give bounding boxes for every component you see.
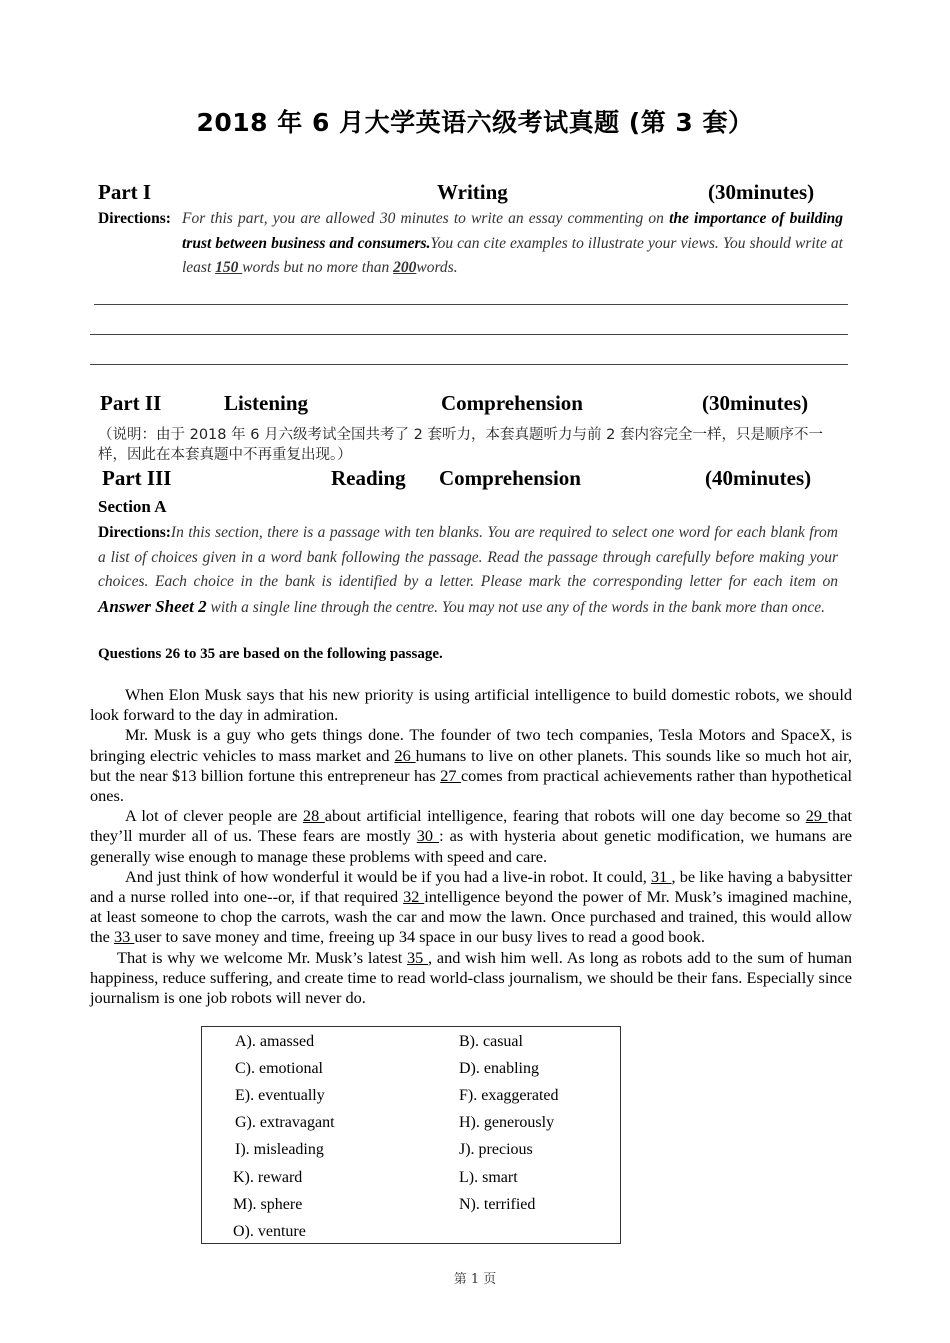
writing-line <box>94 304 848 305</box>
word-bank-item: N). terrified <box>459 1196 536 1213</box>
part2-label: Part II <box>100 391 162 415</box>
part2-name-1: Listening <box>224 391 309 415</box>
directions-text: with a single line through the centre. You may not use any of the words in the bank more than once. <box>206 598 825 616</box>
blank-27: 27 <box>440 765 461 785</box>
listening-note: （说明：由于 2018 年 6 月六级考试全国共考了 2 套听力，本套真题听力与前 2 套内容完全一样，只是顺序不一样，因此在本套真题中不再重复出现。） <box>98 427 823 463</box>
answer-sheet-label: Answer Sheet 2 <box>98 596 207 616</box>
word-bank-item: K). reward <box>233 1169 303 1186</box>
part3-name-2: Comprehension <box>439 466 581 490</box>
part2-name-2: Comprehension <box>441 391 583 415</box>
part1-time: (30minutes) <box>708 180 815 204</box>
directions-text: words but no more than <box>242 259 394 276</box>
part3-label: Part III <box>102 466 172 490</box>
directions-text: words. <box>416 259 458 276</box>
word-bank-item: H). generously <box>459 1114 555 1131</box>
blank-26: 26 <box>394 745 416 765</box>
blank-28: 28 <box>302 806 325 826</box>
part1-name: Writing <box>437 180 508 204</box>
passage <box>90 685 852 1008</box>
word-bank-item: E). eventually <box>235 1087 325 1104</box>
paragraph: That is why we welcome Mr. Musk’s latest 35 , and wish him well. As long as robots add to the sum of human happiness, reduce suffering, and create time to read world-class journalism, we should be their fans. Especially since journalism is one job robots will never do. <box>90 947 852 1008</box>
directions-text: For this part, you are allowed 30 minutes to write an essay commenting on <box>182 210 670 227</box>
word-bank-item: A). amassed <box>235 1033 315 1050</box>
section-heading: Section A <box>98 497 167 516</box>
word-bank-item: D). enabling <box>459 1060 539 1077</box>
word-bank-item: J). precious <box>459 1141 533 1158</box>
part1-label: Part I <box>98 180 152 204</box>
word-bank-item: F). exaggerated <box>459 1087 559 1104</box>
paragraph: When Elon Musk says that his new priority is using artificial intelligence to build domestic robots, we should look forward to the day in admiration. <box>90 685 852 725</box>
blank-29: 29 <box>805 806 828 826</box>
page-title: 2018 年 6 月大学英语六级考试真题 (第 3 套） <box>196 108 754 137</box>
directions-text: In this section, there is a passage with ten blanks. You are required to select one word for each blank from a list of choices given in a word bank following the passage. Read the passage through carefully before making your choices. Each choice in the bank is identified by a letter. Please mark the corresponding letter for each item on <box>98 524 838 590</box>
word-bank-item: G). extravagant <box>235 1114 335 1131</box>
blank-35: 35 <box>406 947 429 967</box>
part3-time: (40minutes) <box>705 466 812 490</box>
min-words: 150 <box>215 259 243 276</box>
writing-line <box>90 364 848 365</box>
word-bank-item: L). smart <box>459 1169 518 1186</box>
page-number: 第 1 页 <box>453 1272 497 1287</box>
paragraph: A lot of clever people are 28 about artificial intelligence, fearing that robots will one day become so 29 that they’ll murder all of us. These fears are mostly 30 : as with hysteria about genetic modification, we humans are generally wise enough to manage these problems with speed and care. <box>90 806 852 866</box>
paragraph: And just think of how wonderful it would be if you had a live-in robot. It could, 31 , be like having a babysitter and a nurse rolled into one--or, if that required 32 intelligence beyond the power of Mr. Musk’s imagined machine, at least someone to chop the carrots, wash the car and mow the lawn. Once purchased and trained, this would allow the 33 user to save money and time, freeing up 34 space in our busy lives to read a good book. <box>90 866 853 947</box>
writing-line <box>90 334 848 335</box>
max-words: 200 <box>393 259 417 276</box>
blank-31: 31 <box>651 866 672 886</box>
blank-32: 32 <box>403 887 425 907</box>
part1-directions <box>98 207 843 281</box>
part3-name-1: Reading <box>331 466 406 490</box>
questions-line: Questions 26 to 35 are based on the following passage. <box>98 646 443 662</box>
paragraph: Mr. Musk is a guy who gets things done. The founder of two tech companies, Tesla Motors and SpaceX, is bringing electric vehicles to mass market and 26 humans to live on other planets. This sounds like so much hot air, but the near $13 billion fortune this entrepreneur has 27 comes from practical achievements rather than hypothetical ones. <box>90 725 852 806</box>
part2-time: (30minutes) <box>702 391 809 415</box>
directions-label: Directions: <box>98 524 171 541</box>
directions-label: Directions: <box>98 210 171 227</box>
word-bank <box>201 1026 621 1244</box>
word-bank-item: I). misleading <box>235 1141 324 1158</box>
word-bank-item: M). sphere <box>233 1196 303 1213</box>
part3-directions <box>98 521 838 620</box>
blank-33: 33 <box>113 927 135 947</box>
directions-text: You can cite examples to illustrate your views. You should write at least <box>182 234 843 276</box>
blank-30: 30 <box>416 826 440 846</box>
word-bank-item: O). venture <box>233 1223 306 1240</box>
word-bank-item: C). emotional <box>235 1060 323 1077</box>
word-bank-item: B). casual <box>459 1033 523 1050</box>
essay-topic: the importance of building trust between business and consumers. <box>182 210 843 252</box>
